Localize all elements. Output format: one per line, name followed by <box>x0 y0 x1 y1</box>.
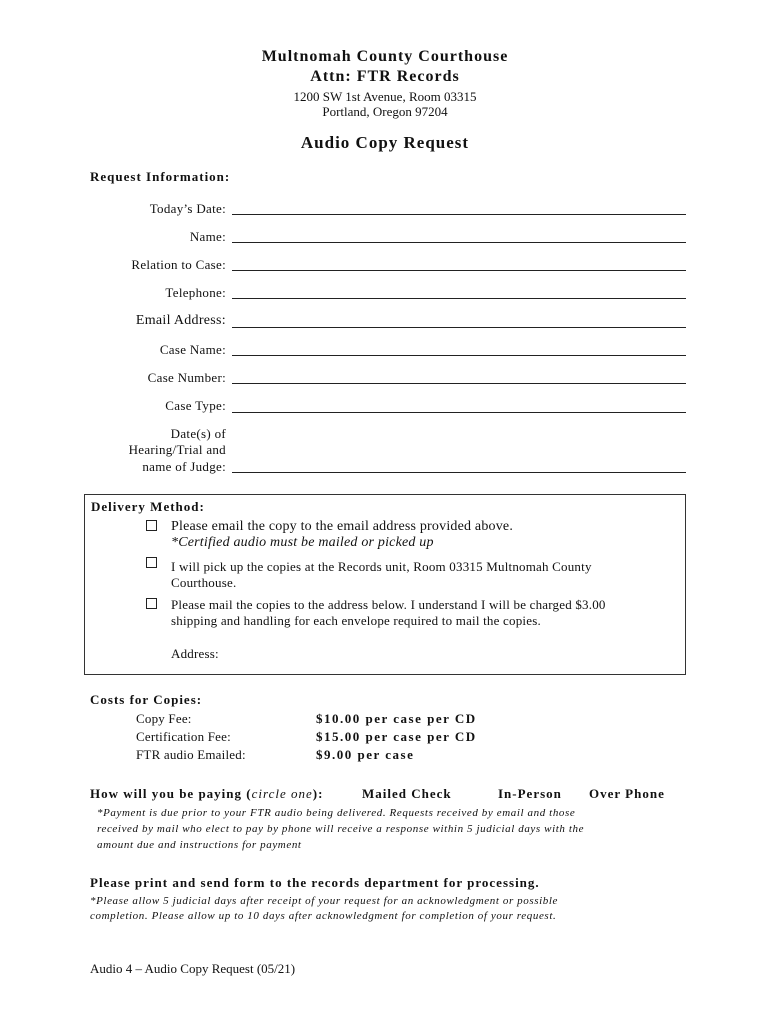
instructions-note-line1: *Please allow 5 judicial days after receipt of your request for an acknowledgment or possible <box>90 895 559 907</box>
payment-note-line3: amount due and instructions for payment <box>97 839 302 851</box>
emailed-fee-label: FTR audio Emailed: <box>136 747 246 762</box>
payment-option-over-phone[interactable]: Over Phone <box>589 786 665 801</box>
certification-fee-value: $15.00 per case per CD <box>316 729 477 744</box>
hearing-judge-field[interactable] <box>232 458 686 473</box>
name-field[interactable] <box>232 228 686 243</box>
pickup-option-text-line1: I will pick up the copies at the Records unit, Room 03315 Multnomah County <box>171 559 592 574</box>
certified-audio-note: *Certified audio must be mailed or picked up <box>171 535 434 550</box>
name-label: Name: <box>189 229 226 244</box>
todays-date-field[interactable] <box>232 200 686 215</box>
instructions-heading: Please print and send form to the records department for processing. <box>90 875 540 890</box>
mail-option-text-line1: Please mail the copies to the address below. I understand I will be charged $3.00 <box>171 597 606 612</box>
case-type-field[interactable] <box>232 398 686 413</box>
mail-option-checkbox[interactable] <box>146 598 157 609</box>
pickup-option-checkbox[interactable] <box>146 557 157 568</box>
costs-label: Costs for Copies: <box>90 692 203 707</box>
request-info-label: Request Information: <box>90 169 231 184</box>
hearing-label-line1: Date(s) of <box>170 426 226 441</box>
todays-date-label: Today’s Date: <box>149 201 226 216</box>
address-label: Address: <box>171 646 219 661</box>
case-number-label: Case Number: <box>147 370 226 385</box>
city-address: Portland, Oregon 97204 <box>322 104 448 119</box>
emailed-fee-value: $9.00 per case <box>316 747 415 762</box>
courthouse-name: Multnomah County Courthouse <box>261 48 509 65</box>
payment-question-prefix: How will you be paying ( <box>90 786 252 801</box>
case-name-field[interactable] <box>232 341 686 356</box>
telephone-label: Telephone: <box>165 285 226 300</box>
payment-note-line2: received by mail who elect to pay by phone will receive a response within 5 judicial days with the <box>97 823 585 835</box>
telephone-field[interactable] <box>232 284 686 299</box>
relation-label: Relation to Case: <box>131 257 226 272</box>
case-number-field[interactable] <box>232 369 686 384</box>
relation-field[interactable] <box>232 256 686 271</box>
case-name-label: Case Name: <box>159 342 226 357</box>
pickup-option-text-line2: Courthouse. <box>171 575 237 590</box>
certification-fee-label: Certification Fee: <box>136 729 231 744</box>
payment-question-italic: circle one <box>251 786 313 801</box>
delivery-method-label: Delivery Method: <box>91 499 205 514</box>
payment-note-line1: *Payment is due prior to your FTR audio being delivered. Requests received by email and those <box>97 807 576 819</box>
email-field[interactable] <box>232 313 686 328</box>
copy-fee-label: Copy Fee: <box>136 711 192 726</box>
email-option-checkbox[interactable] <box>146 520 157 531</box>
copy-fee-value: $10.00 per case per CD <box>316 711 477 726</box>
payment-question <box>90 786 323 802</box>
form-footer: Audio 4 – Audio Copy Request (05/21) <box>90 961 296 976</box>
payment-option-in-person[interactable]: In-Person <box>498 786 562 801</box>
payment-question-suffix: ): <box>312 786 324 801</box>
mail-option-text-line2: shipping and handling for each envelope required to mail the copies. <box>171 613 541 628</box>
instructions-note-line2: completion. Please allow up to 10 days after acknowledgment for completion of your request. <box>90 910 557 922</box>
hearing-label-line3: name of Judge: <box>142 459 226 474</box>
hearing-label-line2: Hearing/Trial and <box>128 442 226 457</box>
street-address: 1200 SW 1st Avenue, Room 03315 <box>293 89 477 104</box>
payment-option-mailed-check[interactable]: Mailed Check <box>362 786 452 801</box>
email-label: Email Address: <box>135 313 226 328</box>
attention-line: Attn: FTR Records <box>310 68 460 85</box>
form-title: Audio Copy Request <box>300 133 470 152</box>
case-type-label: Case Type: <box>165 398 226 413</box>
email-option-text: Please email the copy to the email address provided above. <box>171 519 514 534</box>
